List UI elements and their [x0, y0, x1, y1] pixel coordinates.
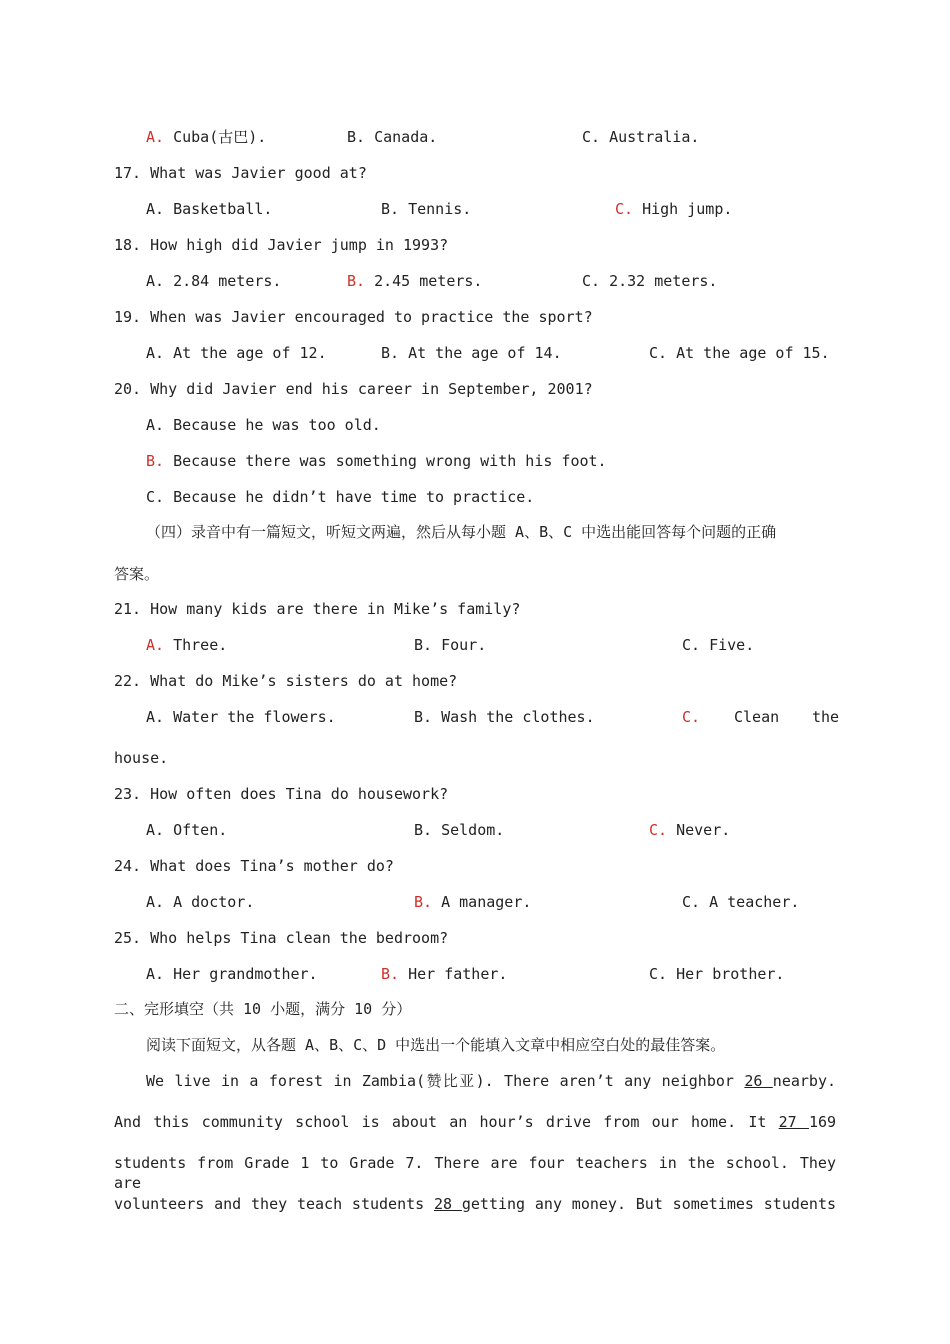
q19-option-b: B. At the age of 14. — [381, 344, 562, 362]
q22-option-b: B. Wash the clothes. — [414, 708, 595, 726]
q23-option-c: C. Never. — [649, 821, 731, 839]
q24-option-c: C. A teacher. — [682, 893, 800, 911]
q16-option-b: B. Canada. — [347, 128, 438, 146]
passage-line-3: students from Grade 1 to Grade 7. There are four teachers in the school. They are — [114, 1154, 836, 1192]
q20-option-a: A. Because he was too old. — [146, 416, 381, 434]
question-20: 20. Why did Javier end his career in September, 2001? — [114, 380, 593, 398]
q22-option-c-word1: Clean — [734, 708, 780, 726]
question-22: 22. What do Mike’s sisters do at home? — [114, 672, 458, 690]
question-24: 24. What does Tina’s mother do? — [114, 857, 394, 875]
q19-option-c: C. At the age of 15. — [649, 344, 830, 362]
option-letter: A. — [146, 128, 165, 146]
q25-option-b: B. Her father. — [381, 965, 508, 983]
q16-option-a: A. Cuba(古巴). — [146, 128, 267, 146]
q18-option-c: C. 2.32 meters. — [582, 272, 718, 290]
q18-option-a: A. 2.84 meters. — [146, 272, 282, 290]
section-4-instruction-cont: 答案。 — [114, 565, 160, 583]
q25-option-c: C. Her brother. — [649, 965, 785, 983]
part-2-heading: 二、完形填空（共 10 小题，满分 10 分） — [114, 1000, 412, 1018]
q22-option-c-cont: house. — [114, 749, 169, 767]
q20-option-b: B. Because there was something wrong with his foot. — [146, 452, 607, 470]
q23-option-a: A. Often. — [146, 821, 228, 839]
q22-option-a: A. Water the flowers. — [146, 708, 336, 726]
part-2-instruction: 阅读下面短文，从各题 A、B、C、D 中选出一个能填入文章中相应空白处的最佳答案。 — [146, 1036, 726, 1054]
question-17: 17. What was Javier good at? — [114, 164, 367, 182]
passage-line-4: volunteers and they teach students 28 getting any money. But sometimes students — [114, 1195, 837, 1213]
question-25: 25. Who helps Tina clean the bedroom? — [114, 929, 449, 947]
q16-option-c: C. Australia. — [582, 128, 700, 146]
passage-line-1: We live in a forest in Zambia(赞比亚). There aren’t any neighbor 26 nearby. — [146, 1072, 837, 1090]
q19-option-a: A. At the age of 12. — [146, 344, 327, 362]
blank-27: 27 — [778, 1113, 809, 1131]
blank-26: 26 — [744, 1072, 773, 1090]
question-23: 23. How often does Tina do housework? — [114, 785, 449, 803]
q22-option-c-letter: C. — [682, 708, 701, 726]
question-18: 18. How high did Javier jump in 1993? — [114, 236, 449, 254]
q25-option-a: A. Her grandmother. — [146, 965, 318, 983]
q24-option-a: A. A doctor. — [146, 893, 255, 911]
q17-option-b: B. Tennis. — [381, 200, 472, 218]
q17-option-c: C. High jump. — [615, 200, 733, 218]
q18-option-b: B. 2.45 meters. — [347, 272, 483, 290]
q23-option-b: B. Seldom. — [414, 821, 505, 839]
q22-option-c-word2: the — [812, 708, 840, 726]
blank-28: 28 — [433, 1195, 462, 1213]
q21-option-a: A. Three. — [146, 636, 228, 654]
passage-line-2: And this community school is about an hour’s drive from our home. It 27 169 — [114, 1113, 837, 1131]
section-4-instruction: （四）录音中有一篇短文，听短文两遍，然后从每小题 A、B、C 中选出能回答每个问题的正确 — [146, 523, 777, 541]
q24-option-b: B. A manager. — [414, 893, 532, 911]
q21-option-c: C. Five. — [682, 636, 755, 654]
q20-option-c: C. Because he didn’t have time to practice. — [146, 488, 535, 506]
question-19: 19. When was Javier encouraged to practice the sport? — [114, 308, 593, 326]
q17-option-a: A. Basketball. — [146, 200, 273, 218]
question-21: 21. How many kids are there in Mike’s family? — [114, 600, 521, 618]
q21-option-b: B. Four. — [414, 636, 487, 654]
